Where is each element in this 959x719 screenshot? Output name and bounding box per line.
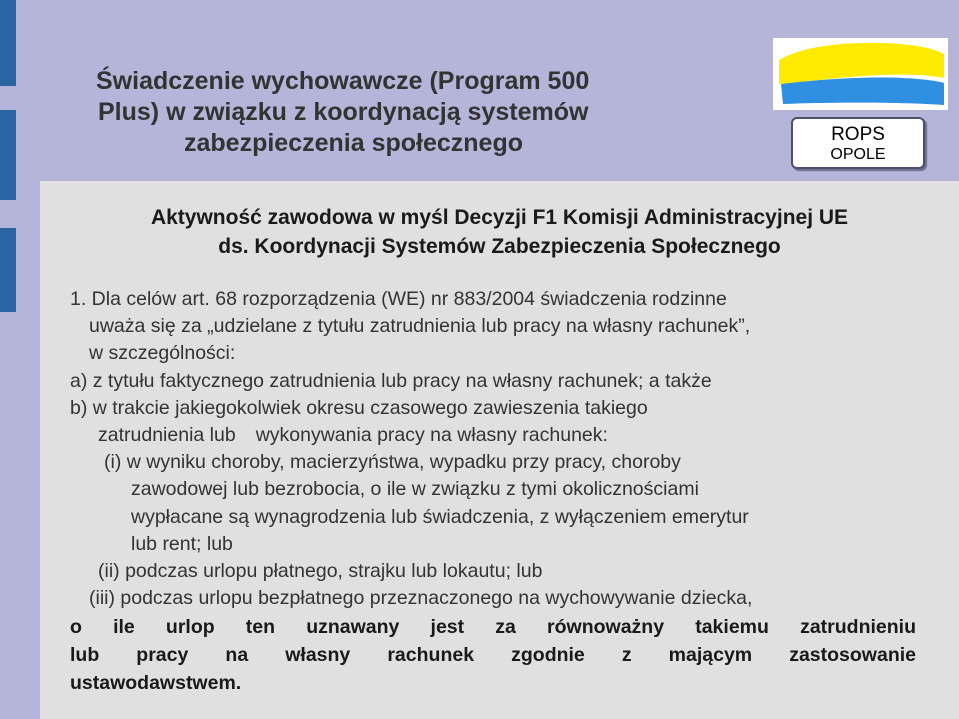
title-line: Plus) w związku z koordynacją systemów bbox=[98, 98, 589, 126]
heading-line: Aktywność zawodowa w myśl Decyzji F1 Komisji Administracyjnej UE bbox=[150, 206, 849, 229]
list-item-iii: (iii) podczas urlopu bezpłatnego przeznaczonego na wychowywanie dziecka, bbox=[89, 587, 753, 610]
side-accent-bar bbox=[0, 0, 16, 86]
badge-opole-label: OPOLE bbox=[830, 146, 886, 163]
list-item-i-continuation: zawodowej lub bezrobocia, o ile w związku z tymi okolicznościami bbox=[131, 478, 699, 501]
title-line: zabezpieczenia społecznego bbox=[184, 129, 523, 157]
side-accent-bar bbox=[0, 110, 16, 200]
list-item-a: a) z tytułu faktycznego zatrudnienia lub pracy na własny rachunek; a także bbox=[70, 369, 712, 392]
paragraph-line: 1. Dla celów art. 68 rozporządzenia (WE) nr 883/2004 świadczenia rodzinne bbox=[70, 288, 727, 310]
list-item-b: b) w trakcie jakiegokolwiek okresu czasowego zawieszenia takiego bbox=[70, 396, 648, 419]
bold-conclusion bbox=[70, 613, 916, 697]
text-segment: zatrudnienia lub bbox=[98, 424, 236, 447]
paragraph-line: uważa się za „udzielane z tytułu zatrudnienia lub pracy na własny rachunek”, bbox=[89, 315, 751, 338]
content-panel bbox=[40, 181, 959, 719]
list-item-b-continuation bbox=[40, 422, 959, 449]
bold-line: ustawodawstwem. bbox=[70, 672, 242, 694]
list-item-i: (i) w wyniku choroby, macierzyństwa, wypadku przy pracy, choroby bbox=[104, 451, 681, 474]
list-item-ii: (ii) podczas urlopu płatnego, strajku lub lokautu; lub bbox=[98, 560, 543, 583]
bold-line: o ile urlop ten uznawany jest za równoważny takiemu zatrudnieniu bbox=[70, 616, 916, 638]
body-text bbox=[40, 286, 959, 612]
title-line: Świadczenie wychowawcze (Program 500 bbox=[96, 67, 590, 95]
side-accent-bar bbox=[0, 228, 16, 312]
text-segment: wykonywania pracy na własny rachunek: bbox=[255, 424, 608, 447]
list-item-i-continuation: lub rent; lub bbox=[131, 532, 233, 555]
list-item-i-continuation: wypłacane są wynagrodzenia lub świadczenia, z wyłączeniem emerytur bbox=[131, 505, 749, 528]
section-heading bbox=[40, 203, 959, 261]
rops-opole-badge bbox=[791, 117, 925, 169]
logo-blue-band bbox=[781, 77, 944, 105]
bold-line: lub pracy na własny rachunek zgodnie z mającym zastosowanie bbox=[70, 644, 916, 666]
heading-line: ds. Koordynacji Systemów Zabezpieczenia Społecznego bbox=[218, 235, 781, 258]
slide-title bbox=[96, 66, 736, 159]
rops-logo-image bbox=[773, 38, 948, 110]
badge-rops-label: ROPS bbox=[831, 124, 885, 145]
paragraph-line: w szczególności: bbox=[89, 342, 236, 365]
